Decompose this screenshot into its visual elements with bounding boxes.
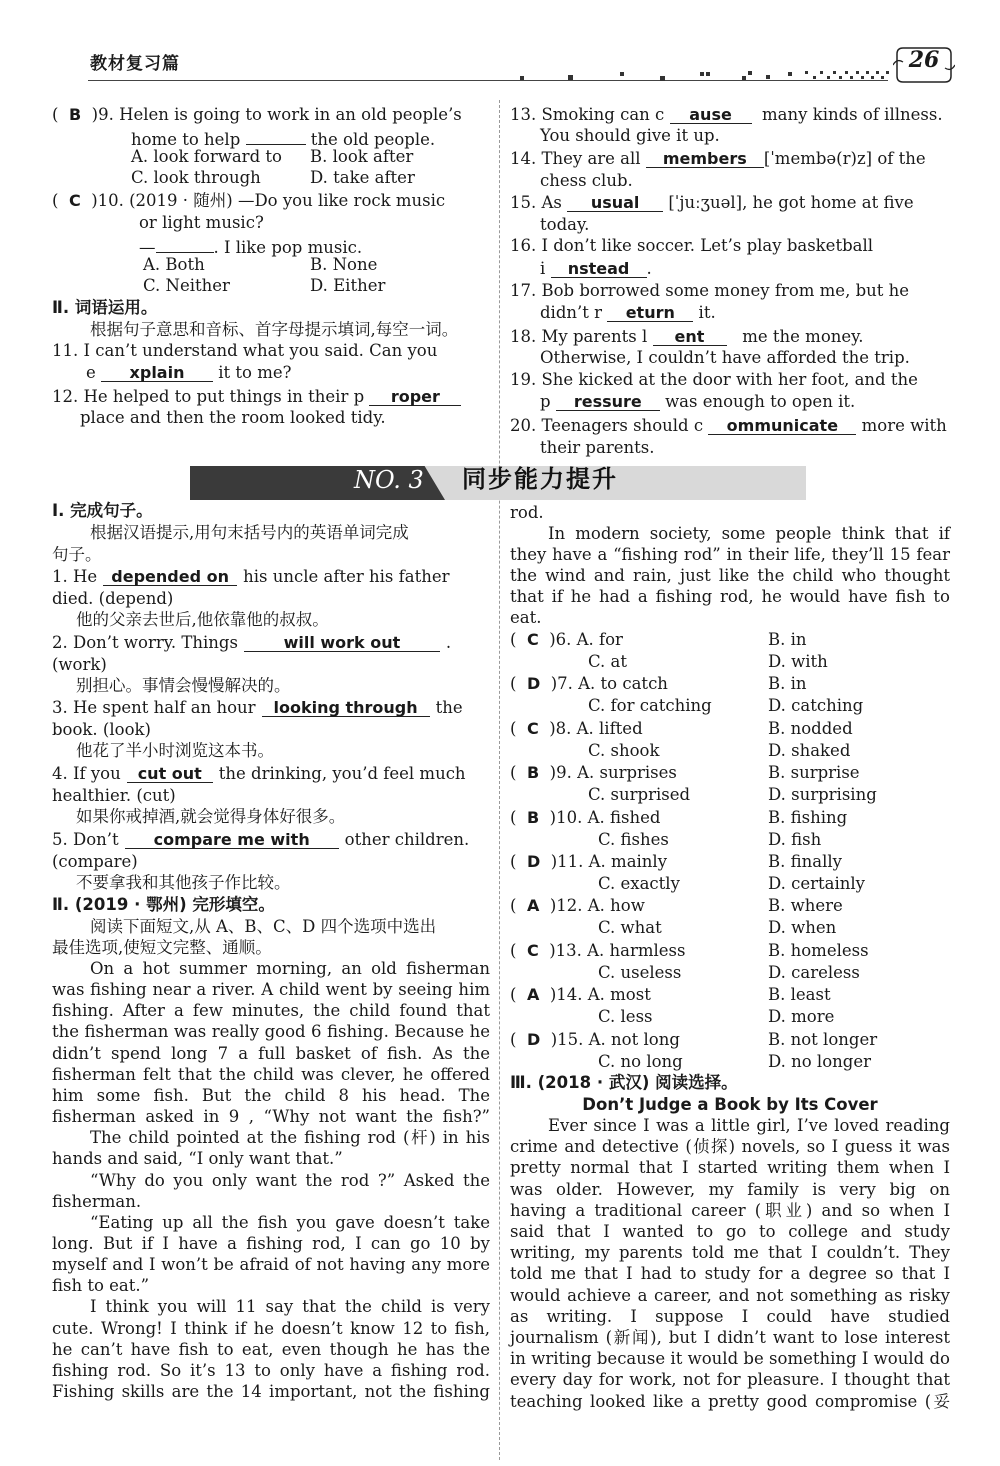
option-a: )12. A. how [549, 896, 645, 916]
question-16: 16. I don’t like soccer. Let’s play basketball [510, 236, 874, 255]
passage-line: every day for work, not for pleasure. I thought that [510, 1370, 950, 1390]
answer-letter: C [526, 940, 539, 960]
passage-line: writing, my parents told me that I couldn’t. They [510, 1243, 950, 1263]
answer-letter: C [526, 718, 539, 738]
option-b: B. surprise [768, 763, 860, 783]
header-dot-pattern [520, 70, 900, 82]
cloze-question-15: ( D )15. A. not long [510, 1029, 680, 1049]
question-15: 15. As usual [ˈjuːʒuəl], he got home at five [510, 193, 914, 212]
option-c: C. Neither [143, 276, 230, 295]
chinese-hint: 他的父亲去世后,他依靠他的叔叔。 [76, 610, 329, 629]
answer-blank[interactable] [156, 233, 214, 253]
answer-letter: D [526, 852, 541, 871]
option-d: D. catching [768, 696, 864, 716]
option-d: D. shaked [768, 740, 851, 760]
question-19: 19. She kicked at the door with her foot, and the [510, 370, 918, 389]
answer-letter: A [526, 896, 540, 916]
question-18: 18. My parents l ent me the money. [510, 327, 864, 346]
option-b: B. in [768, 674, 807, 694]
chinese-hint: 如果你戒掉酒,就会觉得身体好很多。 [76, 807, 346, 826]
passage-line: I think you will 11 say that the child is very [90, 1297, 490, 1317]
passage-line: In modern society, some people think that if [548, 524, 950, 543]
passage-line: eat. [510, 608, 542, 627]
passage-line: rod. [510, 503, 544, 522]
cloze-question-8: ( C )8. A. lifted [510, 718, 643, 738]
passage-line: fisherman. [52, 1191, 142, 1211]
passage-line: would achieve a career, and not something as risky [510, 1285, 950, 1305]
option-c: C. for catching [588, 696, 712, 716]
section-heading: Ⅲ. (2018 · 武汉) 阅读选择。 [510, 1073, 738, 1092]
question-14: 14. They are all members [ˈmembə(r)z] of the [510, 149, 926, 168]
passage-line: long. But if I have a fishing rod, I can go 10 by [52, 1233, 490, 1253]
answer-letter: D [526, 1029, 541, 1049]
passage-line: in writing because it would be something I would do [510, 1349, 950, 1369]
passage-line: “Eating up all the fish you gave doesn’t take [90, 1212, 490, 1232]
passage-line: they have a “fishing rod” in their life, they’ll 15 fear [510, 545, 950, 564]
passage-line: pretty normal that I started writing them when I [510, 1158, 950, 1178]
passage-line: fisherman asked in 9 , “Why not want the fish?” [52, 1107, 490, 1127]
cloze-question-13: ( C )13. A. harmless [510, 940, 686, 960]
sentence-item: 2. Don’t worry. Things will work out . [52, 633, 452, 652]
answer-blank[interactable]: ause [670, 104, 752, 124]
section-heading: Ⅱ. (2019 · 鄂州) 完形填空。 [52, 895, 275, 914]
passage-line: Ever since I was a little girl, I’ve loved reading [548, 1116, 950, 1135]
option-b: B. least [768, 985, 831, 1005]
article-headline: Don’t Judge a Book by Its Cover [582, 1095, 878, 1114]
sentence-item: 3. He spent half an hour looking through the [52, 698, 463, 717]
answer-blank[interactable]: compare me with [125, 829, 339, 849]
passage-line: myself and I won’t be afraid of not having any more [52, 1255, 490, 1275]
answer-blank[interactable]: eturn [607, 302, 693, 322]
option-a: )8. A. lifted [549, 718, 643, 738]
sentence-item: 1. He depended on his uncle after his father [52, 567, 450, 586]
cloze-question-14: ( A )14. A. most [510, 985, 651, 1005]
question-12: 12. He helped to put things in their p roper [52, 386, 461, 407]
passage-line: was fishing near a river. A child went by seeing him [52, 980, 490, 1000]
passage-line: fish to eat.” [52, 1276, 150, 1296]
answer-blank[interactable]: roper [369, 386, 461, 406]
answer-blank[interactable] [246, 125, 306, 145]
page-number: 26 [908, 47, 940, 73]
option-b: B. look after [310, 147, 414, 166]
cloze-question-9: ( B )9. A. surprises [510, 763, 677, 783]
sentence-item: 5. Don’t compare me with other children. [52, 830, 470, 849]
answer-letter: B [526, 807, 540, 827]
question-20: 20. Teenagers should c ommunicate more with [510, 416, 947, 435]
answer-letter: B [526, 763, 540, 783]
passage-line: as writing. I suppose I could have studied [510, 1306, 950, 1326]
cloze-question-12: ( A )12. A. how [510, 896, 645, 916]
option-d: D. no longer [768, 1051, 871, 1071]
option-a: )9. A. surprises [549, 763, 677, 783]
option-d: D. take after [310, 168, 415, 187]
passage-line: the fisherman was really good 6 fishing. Because he [52, 1022, 490, 1042]
passage-line: On a hot summer morning, an old fisherman [90, 959, 490, 978]
answer-blank[interactable]: depended on [103, 566, 237, 586]
option-c: C. look through [131, 168, 261, 187]
option-a: )11. A. mainly [550, 852, 668, 871]
passage-line: said that I wanted to go to college and study [510, 1222, 950, 1241]
option-d: D. more [768, 1007, 835, 1027]
option-b: B. nodded [768, 718, 853, 738]
option-a: )7. A. to catch [550, 674, 668, 694]
option-c: C. surprised [588, 785, 691, 805]
section-heading: Ⅰ. 完成句子。 [52, 501, 153, 520]
banner-title: 同步能力提升 [462, 465, 618, 493]
option-a: )13. A. harmless [549, 940, 686, 960]
option-a: )6. A. for [549, 630, 623, 649]
answer-letter: C [526, 630, 539, 649]
passage-line: was older. However, my family is very big on [510, 1179, 950, 1199]
cloze-question-6: ( C )6. A. for [510, 630, 623, 649]
column-divider [499, 100, 500, 1460]
passage-line: told me that I had to study for a degree so that I [510, 1264, 950, 1284]
passage-line: journalism (新闻), but I didn’t want to lose interest [510, 1328, 950, 1347]
passage-line: “Why do you only want the rod ?” Asked the [90, 1170, 490, 1190]
answer-blank[interactable]: usual [567, 192, 663, 212]
passage-line: Fishing skills are the 14 important, not the fishing [52, 1382, 490, 1401]
question-13: 13. Smoking can c ause many kinds of illness. [510, 105, 943, 124]
option-d: D. careless [768, 962, 860, 982]
option-a: A. look forward to [131, 147, 282, 166]
passage-line: The child pointed at the fishing rod (杆) in his [90, 1128, 490, 1148]
passage-line: cute. Wrong! I think if he doesn’t know 12 to fish, [52, 1318, 490, 1338]
chinese-hint: 他花了半小时浏览这本书。 [76, 741, 274, 760]
option-c: C. useless [598, 962, 682, 982]
section-heading: Ⅱ. 词语运用。 [52, 298, 158, 317]
question-11: e xplain it to me? [86, 363, 292, 382]
option-a: )14. A. most [549, 985, 651, 1005]
answer-letter: A [526, 985, 540, 1005]
option-b: B. where [768, 896, 843, 916]
passage-line: crime and detective (侦探) novels, so I guess it was [510, 1137, 950, 1157]
answer-blank[interactable]: cut out [127, 763, 213, 783]
passage-line: him some fish. But the child 8 his head. The [52, 1085, 490, 1105]
option-c: C. at [588, 652, 627, 671]
passage-line: fishing rod. So it’s 13 to only have a fishing rod. [52, 1360, 490, 1380]
option-d: D. certainly [768, 874, 865, 893]
passage-line: that if he had a fishing rod, he would have fish to [510, 587, 950, 606]
question-9: ( B )9. Helen is going to work in an old people’s [52, 105, 462, 124]
passage-line: having a traditional career (职业) and so when I [510, 1200, 950, 1220]
option-b: B. homeless [768, 940, 869, 960]
section-instruction: 根据句子意思和音标、首字母提示填词,每空一词。 [90, 320, 459, 339]
answer-blank[interactable]: members [646, 148, 764, 168]
option-b: B. not longer [768, 1029, 878, 1049]
option-b: B. None [310, 255, 378, 274]
sentence-item: 4. If you cut out the drinking, you’d feel much [52, 764, 466, 783]
passage-line: fishing. After a few minutes, the child found that [52, 1001, 490, 1021]
option-c: C. exactly [598, 874, 680, 893]
cloze-question-11: ( D )11. A. mainly [510, 852, 668, 871]
option-a: )15. A. not long [550, 1029, 680, 1049]
answer-blank[interactable]: will work out [244, 632, 440, 652]
option-c: C. what [598, 918, 662, 938]
answer-letter: D [526, 674, 541, 694]
option-b: B. fishing [768, 807, 848, 827]
passage-line: teaching looked like a pretty good compromise (妥 [510, 1391, 950, 1411]
chinese-hint: 别担心。事情会慢慢解决的。 [76, 676, 291, 695]
answer-blank[interactable]: ressure [556, 391, 660, 411]
answer-blank[interactable]: xplain [101, 362, 213, 382]
answer-blank[interactable]: looking through [262, 697, 430, 717]
option-c: C. less [598, 1007, 653, 1027]
passage-line: fisherman felt that the child was clever, he offered [52, 1064, 490, 1084]
passage-line: hands and said, “I only want that.” [52, 1149, 343, 1169]
option-b: B. finally [768, 852, 842, 871]
question-17: 17. Bob borrowed some money from me, but he [510, 281, 910, 300]
chinese-hint: 不要拿我和其他孩子作比较。 [76, 873, 291, 892]
question-10: ( C )10. (2019 · 随州) —Do you like rock music [52, 191, 446, 210]
option-c: C. fishes [598, 829, 669, 849]
option-d: D. surprising [768, 785, 877, 805]
option-d: D. when [768, 918, 837, 938]
option-a: A. Both [143, 255, 205, 274]
cloze-question-10: ( B )10. A. fished [510, 807, 661, 827]
section-title: 教材复习篇 [90, 54, 180, 74]
answer-blank[interactable]: ent [653, 326, 727, 346]
option-c: C. shook [588, 740, 660, 760]
banner-number: NO. 3 [354, 466, 424, 494]
passage-line: he can’t have fish to eat, even though he has the [52, 1339, 490, 1359]
passage-line: the wind and rain, just like the child who thought [510, 566, 950, 585]
option-c: C. no long [598, 1051, 683, 1071]
option-d: D. fish [768, 829, 822, 849]
option-b: B. in [768, 630, 807, 649]
option-d: D. with [768, 652, 828, 671]
cloze-question-7: ( D )7. A. to catch [510, 674, 668, 694]
passage-line: didn’t spend long 7 a full basket of fish. As the [52, 1043, 490, 1063]
option-d: D. Either [310, 276, 386, 295]
option-a: )10. A. fished [549, 807, 661, 827]
answer-blank[interactable]: ommunicate [708, 415, 856, 435]
answer-blank[interactable]: nstead [551, 258, 647, 278]
